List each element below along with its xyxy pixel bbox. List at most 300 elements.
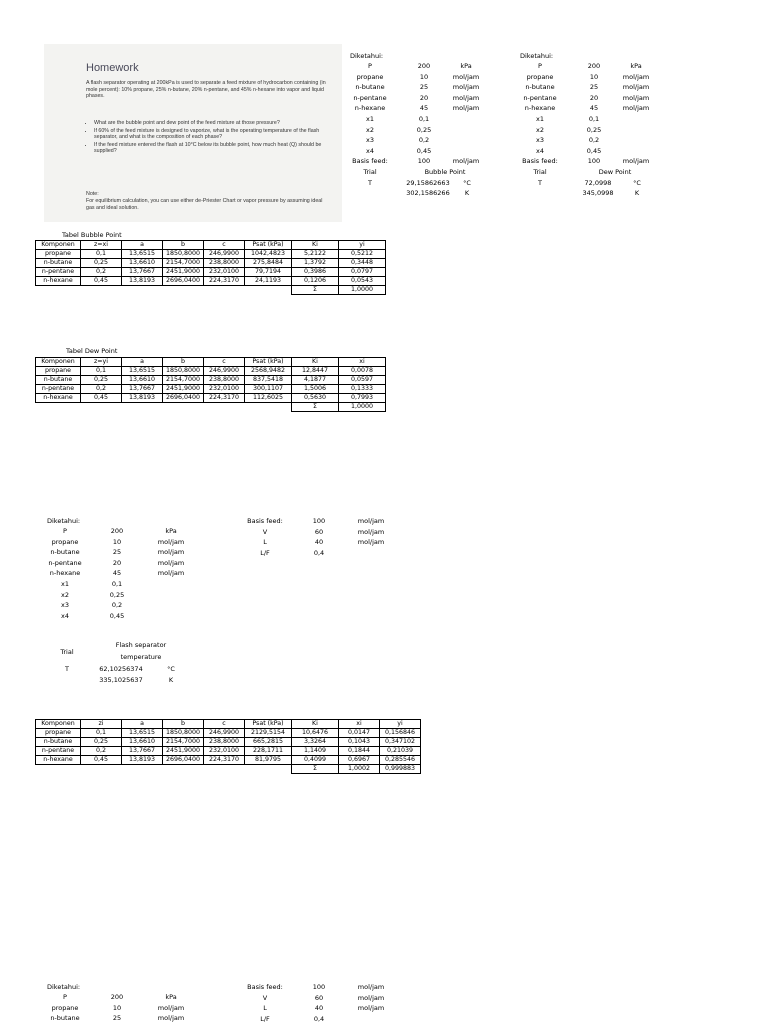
table-cell: 1,5006 [292, 385, 339, 394]
homework-questions [86, 120, 326, 156]
table-cell: 79,7194 [245, 268, 292, 277]
basis-value: 40 [314, 1004, 324, 1013]
table-cell: 837,5418 [245, 376, 292, 385]
given-label: n-butane [525, 83, 555, 92]
table-cell: propane [36, 729, 81, 738]
flash-given-block [35, 517, 455, 687]
table-cell: 0,0597 [339, 376, 386, 385]
given-label: propane [526, 72, 554, 81]
table-cell: 0,285546 [380, 756, 421, 765]
table-cell: 0,1 [81, 367, 122, 376]
homework-image [44, 44, 342, 222]
temperature-kelvin: 335,1025637 [99, 676, 143, 684]
table-cell: 224,3170 [204, 756, 245, 765]
given-unit: mol/jam [157, 548, 185, 557]
temperature-kelvin: 345,0998 [582, 189, 614, 198]
table-cell: 0,3448 [339, 259, 386, 268]
question-item: • What are the bubble point and dew point of the feed mixture at those pressure? [94, 120, 326, 127]
basis-unit: mol/jam [357, 517, 385, 525]
given-value: 0,2 [588, 136, 600, 145]
table-cell: 224,3170 [204, 277, 245, 286]
table-cell: 0,0078 [339, 367, 386, 376]
given-label: n-hexane [524, 104, 556, 113]
table-cell: n-pentane [36, 747, 81, 756]
table-cell: 3,3264 [292, 738, 339, 747]
given-unit: kPa [460, 62, 472, 70]
given-bubble-block [350, 52, 510, 212]
column-header: Ki [292, 720, 339, 729]
table-cell: 2568,9482 [245, 367, 292, 376]
given-label: P [538, 62, 542, 70]
table-row [36, 729, 421, 738]
table-cell: 0,2 [81, 385, 122, 394]
table-cell: 2129,5154 [245, 729, 292, 738]
flash-label: Flash separator [115, 641, 167, 649]
table-cell: 246,9900 [204, 367, 245, 376]
given-label: x4 [61, 611, 69, 620]
given-value: 45 [589, 104, 599, 113]
given-label: x3 [366, 136, 374, 145]
table-cell: 13,8193 [122, 394, 163, 403]
table-cell: 0,25 [81, 738, 122, 747]
table-row [36, 756, 421, 765]
table-row [36, 394, 386, 403]
empty-cell [163, 286, 204, 295]
table-header-row [36, 720, 421, 729]
dew-point-table [35, 357, 386, 412]
given-label: P [368, 62, 372, 70]
column-header: Ki [292, 241, 339, 250]
given-value: 0,1 [111, 580, 123, 588]
basis-value: 60 [314, 993, 324, 1002]
trial-label: Trial [60, 648, 74, 656]
table-header-row [36, 241, 386, 250]
empty-cell [81, 765, 122, 774]
given-unit: mol/jam [157, 569, 185, 578]
given-value: 200 [110, 527, 124, 535]
given-value: 25 [589, 83, 599, 92]
column-header: Komponen [36, 241, 81, 250]
table-cell: 1850,8000 [163, 250, 204, 259]
table-cell: 13,6610 [122, 376, 163, 385]
t-label: T [538, 178, 542, 187]
basis-value: 100 [312, 517, 326, 525]
question-item: • If the feed mixture entered the flash at 10°C below its bubble point, how much heat (Q) should be supplied? [94, 142, 326, 155]
given-unit: mol/jam [452, 157, 480, 166]
empty-cell [36, 765, 81, 774]
table-cell: n-pentane [36, 268, 81, 277]
table-cell: 2696,0400 [163, 756, 204, 765]
table-cell: 0,45 [81, 277, 122, 286]
point-label: Bubble Point [424, 168, 466, 176]
basis-value: 100 [312, 983, 326, 991]
table-cell: 4,1877 [292, 376, 339, 385]
column-header: z=xi [81, 241, 122, 250]
sigma-cell: Σ [292, 403, 339, 412]
basis-unit: mol/jam [357, 538, 385, 547]
table-cell: 0,1 [81, 250, 122, 259]
basis-unit: mol/jam [357, 993, 385, 1002]
dew-table-caption: Tabel Dew Point [66, 347, 118, 355]
total-row [36, 286, 386, 295]
table-cell: 0,0797 [339, 268, 386, 277]
basis-label: L/F [260, 548, 270, 557]
table-cell: 13,8193 [122, 277, 163, 286]
basis-value: 0,4 [313, 1014, 325, 1023]
column-header: xi [339, 720, 380, 729]
given-value: 0,2 [111, 601, 123, 610]
column-header: Psat (kPa) [245, 241, 292, 250]
table-cell: 0,5630 [292, 394, 339, 403]
table-cell: 81,9795 [245, 756, 292, 765]
given-heading: Diketahui: [350, 52, 384, 60]
table-row [36, 259, 386, 268]
given-value: 45 [112, 569, 122, 578]
given-label: x2 [366, 125, 374, 134]
table-cell: 2696,0400 [163, 277, 204, 286]
column-header: xi [339, 358, 386, 367]
given-value: 200 [417, 62, 431, 70]
column-header: Komponen [36, 358, 81, 367]
table-cell: n-butane [36, 259, 81, 268]
given-label: n-hexane [354, 104, 386, 113]
table-cell: 13,7667 [122, 747, 163, 756]
table-cell: 0,1333 [339, 385, 386, 394]
given-value: 100 [587, 157, 601, 166]
given-label: x3 [61, 601, 69, 610]
question-item: • If 60% of the feed mixture is designed to vaporize, what is the operating temperature of the flash separator, and what is the composition of each phase? [94, 128, 326, 141]
table-cell: 0,1 [81, 729, 122, 738]
table-cell: n-pentane [36, 385, 81, 394]
given-unit: mol/jam [452, 104, 480, 113]
table-cell: 13,6610 [122, 259, 163, 268]
given-heading: Diketahui: [47, 517, 81, 525]
empty-cell [245, 403, 292, 412]
given-value: 20 [112, 558, 122, 567]
unit-celsius: °C [167, 665, 175, 673]
table-cell: n-hexane [36, 277, 81, 286]
given-unit: kPa [630, 62, 642, 70]
table-cell: 13,6515 [122, 729, 163, 738]
given-label: x1 [366, 115, 374, 123]
table-cell: n-butane [36, 738, 81, 747]
column-header: Ki [292, 358, 339, 367]
table-cell: 13,6515 [122, 367, 163, 376]
table-cell: 0,4099 [292, 756, 339, 765]
given-value: 20 [589, 93, 599, 102]
table-cell: 2451,9000 [163, 747, 204, 756]
given-label: x1 [536, 115, 544, 123]
table-row [36, 747, 421, 756]
table-cell: 13,6610 [122, 738, 163, 747]
table-cell: 10,6476 [292, 729, 339, 738]
table-cell: n-hexane [36, 756, 81, 765]
trial-label: Trial [363, 168, 377, 176]
given-value: 25 [112, 548, 122, 557]
table-cell: 0,1844 [339, 747, 380, 756]
basis-label: Basis feed: [247, 983, 283, 991]
given-label: propane [51, 1003, 79, 1012]
given-label: n-butane [50, 548, 80, 557]
unit-celsius: °C [463, 178, 471, 187]
column-header: yi [380, 720, 421, 729]
given-label: x4 [536, 146, 544, 155]
empty-cell [36, 286, 81, 295]
column-header: zi [81, 720, 122, 729]
unit-kelvin: K [634, 189, 640, 198]
table-cell: 0,21039 [380, 747, 421, 756]
table-cell: 1,1409 [292, 747, 339, 756]
empty-cell [204, 765, 245, 774]
column-header: b [163, 241, 204, 250]
table-cell: 0,0147 [339, 729, 380, 738]
given-unit: mol/jam [622, 157, 650, 166]
temperature-kelvin: 302,1586266 [406, 189, 450, 198]
table-cell: propane [36, 367, 81, 376]
basis-value: 40 [314, 538, 324, 547]
column-header: a [122, 720, 163, 729]
given-value: 200 [587, 62, 601, 70]
given-unit: mol/jam [157, 558, 185, 567]
total-row [36, 765, 421, 774]
basis-label: L [263, 538, 267, 547]
given-label: n-butane [355, 83, 385, 92]
unit-kelvin: K [168, 676, 174, 684]
table-cell: 0,0543 [339, 277, 386, 286]
table-cell: 224,3170 [204, 394, 245, 403]
temperature-celsius: 62,10256374 [99, 665, 143, 673]
table-cell: 1850,8000 [163, 729, 204, 738]
column-header: Psat (kPa) [245, 720, 292, 729]
table-cell: 0,25 [81, 259, 122, 268]
table-cell: 13,7667 [122, 268, 163, 277]
table-row [36, 376, 386, 385]
column-header: a [122, 358, 163, 367]
table-cell: 2451,9000 [163, 268, 204, 277]
given-value: 0,1 [588, 115, 600, 123]
total-row [36, 403, 386, 412]
table-cell: 275,8484 [245, 259, 292, 268]
given-unit: kPa [165, 993, 177, 1001]
empty-cell [163, 765, 204, 774]
given-value: 10 [589, 72, 599, 81]
given-label: x3 [536, 136, 544, 145]
given-value: 0,25 [586, 125, 602, 134]
table-cell: 2154,7000 [163, 376, 204, 385]
bubble-point-table [35, 240, 386, 295]
sigma-cell: Σ [292, 765, 339, 774]
table-cell: 13,8193 [122, 756, 163, 765]
table-cell: 0,2 [81, 747, 122, 756]
table-cell: 0,6967 [339, 756, 380, 765]
column-header: b [163, 720, 204, 729]
table-cell: 12,8447 [292, 367, 339, 376]
basis-label: Basis feed: [247, 517, 283, 525]
table-cell: 0,347102 [380, 738, 421, 747]
column-header: Komponen [36, 720, 81, 729]
table-row [36, 367, 386, 376]
table-cell: 0,25 [81, 376, 122, 385]
flash-label: temperature [120, 653, 162, 661]
temperature-celsius: 29,15862663 [406, 178, 450, 187]
homework-note-label: Note: [86, 191, 99, 197]
table-cell: 246,9900 [204, 729, 245, 738]
given-label: x4 [366, 146, 374, 155]
column-header: c [204, 358, 245, 367]
table-cell: 2154,7000 [163, 738, 204, 747]
total-cell: 1,0000 [339, 286, 386, 295]
table-cell: 0,7993 [339, 394, 386, 403]
basis-label: V [262, 527, 268, 536]
given-value: 25 [112, 1014, 122, 1023]
table-cell: 2696,0400 [163, 394, 204, 403]
table-cell: n-butane [36, 376, 81, 385]
given-label: n-butane [50, 1014, 80, 1023]
table-cell: 112,6025 [245, 394, 292, 403]
column-header: c [204, 720, 245, 729]
temperature-celsius: 72,0998 [584, 178, 612, 187]
table-cell: 1042,4823 [245, 250, 292, 259]
basis-label: L/F [260, 1014, 270, 1023]
table-cell: 300,1107 [245, 385, 292, 394]
sigma-cell: Σ [292, 286, 339, 295]
total-cell: 1,0000 [339, 403, 386, 412]
point-label: Dew Point [598, 168, 632, 176]
empty-cell [122, 403, 163, 412]
empty-cell [36, 403, 81, 412]
basis-label: V [262, 993, 268, 1002]
given-value: 0,2 [418, 136, 430, 145]
t-label: T [368, 178, 372, 187]
table-cell: 238,8000 [204, 738, 245, 747]
table-cell: 246,9900 [204, 250, 245, 259]
table-row [36, 385, 386, 394]
homework-intro: A flash separator operating at 200kPa is used to separate a feed mixture of hydrocarbon containing (in mole percent): 10% propane, 25% n-butane, 20% n-pentane, and 45% n-hexane into vapor and liquid phases. [86, 80, 326, 100]
empty-cell [81, 286, 122, 295]
given-unit: mol/jam [452, 72, 480, 81]
given-label: x2 [61, 590, 69, 599]
t-label: T [65, 665, 69, 673]
empty-cell [163, 403, 204, 412]
table-cell: 13,6515 [122, 250, 163, 259]
given-label: x2 [536, 125, 544, 134]
basis-value: 60 [314, 527, 324, 536]
given-label: x1 [61, 580, 69, 588]
given-value: 25 [419, 83, 429, 92]
trial-label: Trial [533, 168, 547, 176]
empty-cell [81, 403, 122, 412]
homework-title: Homework [86, 62, 139, 74]
given-value: 0,1 [418, 115, 430, 123]
given-label: n-pentane [353, 93, 387, 102]
empty-cell [245, 765, 292, 774]
given-value: 0,45 [109, 611, 125, 620]
basis-unit: mol/jam [357, 983, 385, 991]
given-value: 10 [419, 72, 429, 81]
column-header: c [204, 241, 245, 250]
table-cell: 232,0100 [204, 747, 245, 756]
basis-value: 0,4 [313, 548, 325, 557]
table-cell: 0,156846 [380, 729, 421, 738]
given-value: 20 [419, 93, 429, 102]
column-header: z=yi [81, 358, 122, 367]
column-header: yi [339, 241, 386, 250]
unit-kelvin: K [464, 189, 470, 198]
given-label: P [63, 527, 67, 535]
given-unit: mol/jam [622, 93, 650, 102]
given-unit: mol/jam [157, 1003, 185, 1012]
table-cell: 0,45 [81, 756, 122, 765]
given-dew-block [520, 52, 680, 212]
homework-note: For equilibrium calculation, you can use either de-Priester Chart or vapor pressure by assuming ideal gas and ideal solution. [86, 198, 323, 211]
table-cell: 24,1193 [245, 277, 292, 286]
column-header: a [122, 241, 163, 250]
table-cell: propane [36, 250, 81, 259]
table-cell: 0,1043 [339, 738, 380, 747]
unit-celsius: °C [633, 178, 641, 187]
bubble-table-caption: Tabel Bubble Point [62, 231, 122, 239]
given-value: 0,25 [109, 590, 125, 599]
given-unit: mol/jam [622, 104, 650, 113]
given-unit: mol/jam [452, 93, 480, 102]
table-cell: 0,5212 [339, 250, 386, 259]
table-cell: 2154,7000 [163, 259, 204, 268]
given-unit: mol/jam [452, 83, 480, 92]
empty-cell [204, 286, 245, 295]
flash-table [35, 719, 421, 774]
total-yi-cell: 0,999883 [380, 765, 421, 774]
table-cell: 0,1206 [292, 277, 339, 286]
table-cell: n-hexane [36, 394, 81, 403]
table-header-row [36, 358, 386, 367]
given-unit: kPa [165, 527, 177, 535]
table-cell: 665,2815 [245, 738, 292, 747]
given-value: 100 [417, 157, 431, 166]
given-label: Basis feed: [522, 157, 558, 166]
table-cell: 1850,8000 [163, 367, 204, 376]
given-value: 10 [112, 1003, 122, 1012]
given-value: 0,45 [416, 146, 432, 155]
given-label: propane [356, 72, 384, 81]
given-heading: Diketahui: [520, 52, 554, 60]
table-cell: 228,1711 [245, 747, 292, 756]
bottom-given-block [35, 983, 455, 1024]
given-value: 0,25 [416, 125, 432, 134]
given-value: 10 [112, 537, 122, 546]
table-cell: 238,8000 [204, 376, 245, 385]
empty-cell [204, 403, 245, 412]
column-header: Psat (kPa) [245, 358, 292, 367]
given-label: Basis feed: [352, 157, 388, 166]
table-row [36, 268, 386, 277]
given-unit: mol/jam [157, 1014, 185, 1023]
empty-cell [245, 286, 292, 295]
given-label: propane [51, 537, 79, 546]
given-unit: mol/jam [622, 83, 650, 92]
table-row [36, 250, 386, 259]
table-cell: 5,2122 [292, 250, 339, 259]
column-header: b [163, 358, 204, 367]
table-row [36, 738, 421, 747]
given-unit: mol/jam [157, 537, 185, 546]
given-value: 45 [419, 104, 429, 113]
table-cell: 238,8000 [204, 259, 245, 268]
empty-cell [122, 765, 163, 774]
table-cell: 232,0100 [204, 268, 245, 277]
table-cell: 0,2 [81, 268, 122, 277]
table-cell: 232,0100 [204, 385, 245, 394]
table-cell: 0,3986 [292, 268, 339, 277]
